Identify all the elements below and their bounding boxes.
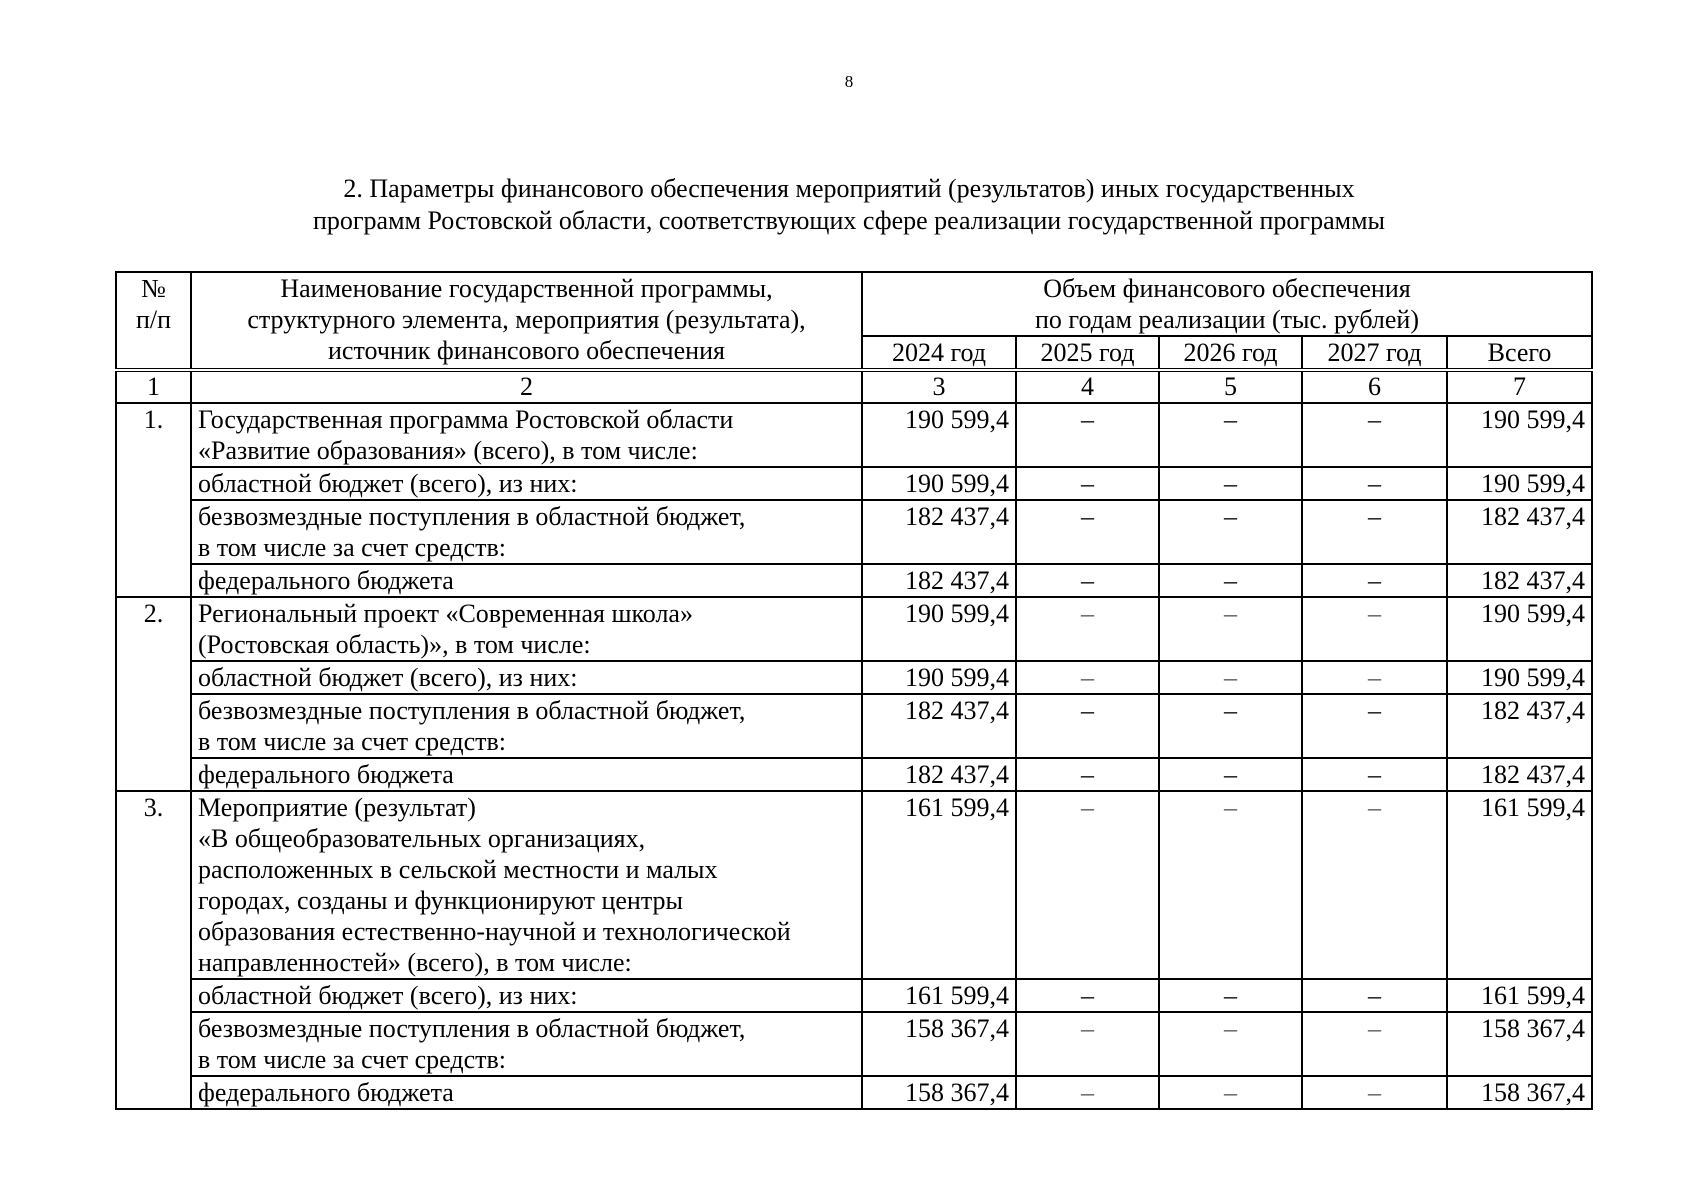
column-numbers-row bbox=[116, 370, 1592, 403]
value-2025: – bbox=[1016, 403, 1159, 467]
value-2024: 190 599,4 bbox=[862, 467, 1016, 500]
value-total: 190 599,4 bbox=[1447, 597, 1592, 661]
row-name-line: безвозмездные поступления в областной бюджет, bbox=[198, 502, 746, 531]
column-number: 1 bbox=[116, 370, 191, 403]
value-2024: 182 437,4 bbox=[862, 694, 1016, 758]
value-2024: 190 599,4 bbox=[862, 403, 1016, 467]
table-row bbox=[116, 597, 1592, 661]
value-2026: – bbox=[1159, 564, 1302, 597]
table-row bbox=[116, 1076, 1592, 1109]
value-total: 190 599,4 bbox=[1447, 661, 1592, 694]
value-2025: – bbox=[1016, 758, 1159, 791]
value-2027: – bbox=[1302, 1012, 1447, 1076]
header-name: Наименование государственной программы, структурного элемента, мероприятия (результата), источник финансового обеспечения bbox=[191, 272, 862, 370]
row-name-line: городах, созданы и функционируют центры bbox=[198, 886, 683, 915]
value-total: 158 367,4 bbox=[1447, 1012, 1592, 1076]
row-name-line: Региональный проект «Современная школа» bbox=[198, 599, 693, 628]
value-2024: 161 599,4 bbox=[862, 979, 1016, 1012]
row-name-line: областной бюджет (всего), из них: bbox=[198, 981, 578, 1010]
row-name bbox=[191, 1076, 862, 1109]
header-volume: Объем финансового обеспечения по годам реализации (тыс. рублей) bbox=[862, 272, 1592, 336]
value-total: 161 599,4 bbox=[1447, 979, 1592, 1012]
row-name-line: в том числе за счет средств: bbox=[198, 533, 506, 562]
row-name-line: Мероприятие (результат) bbox=[198, 793, 476, 822]
row-name bbox=[191, 467, 862, 500]
header-year-2026: 2026 год bbox=[1159, 336, 1302, 370]
page-number: 8 bbox=[844, 72, 854, 91]
value-2025: – bbox=[1016, 1012, 1159, 1076]
value-2027: – bbox=[1302, 758, 1447, 791]
table-row bbox=[116, 979, 1592, 1012]
value-2027: – bbox=[1302, 661, 1447, 694]
value-2024: 182 437,4 bbox=[862, 758, 1016, 791]
row-name bbox=[191, 979, 862, 1012]
value-2026: – bbox=[1159, 791, 1302, 979]
row-name-line: безвозмездные поступления в областной бюджет, bbox=[198, 696, 746, 725]
row-name bbox=[191, 694, 862, 758]
table-row bbox=[116, 694, 1592, 758]
table-row bbox=[116, 1012, 1592, 1076]
value-2027: – bbox=[1302, 467, 1447, 500]
table-row bbox=[116, 564, 1592, 597]
value-2027: – bbox=[1302, 1076, 1447, 1109]
row-name-line: Государственная программа Ростовской области bbox=[198, 405, 734, 434]
row-number: 2. bbox=[116, 597, 191, 791]
value-2026: – bbox=[1159, 597, 1302, 661]
table-row bbox=[116, 758, 1592, 791]
row-name bbox=[191, 791, 862, 979]
value-total: 190 599,4 bbox=[1447, 403, 1592, 467]
value-2027: – bbox=[1302, 791, 1447, 979]
value-2025: – bbox=[1016, 467, 1159, 500]
table-row bbox=[116, 661, 1592, 694]
value-2025: – bbox=[1016, 1076, 1159, 1109]
row-name-line: образования естественно-научной и технологической bbox=[198, 917, 791, 946]
row-number: 3. bbox=[116, 791, 191, 1109]
row-name-line: безвозмездные поступления в областной бюджет, bbox=[198, 1014, 746, 1043]
value-total: 158 367,4 bbox=[1447, 1076, 1592, 1109]
value-2026: – bbox=[1159, 979, 1302, 1012]
row-name-line: федерального бюджета bbox=[198, 566, 454, 595]
header-year-2027: 2027 год bbox=[1302, 336, 1447, 370]
header-no: № п/п bbox=[116, 272, 191, 370]
value-total: 182 437,4 bbox=[1447, 564, 1592, 597]
row-name-line: расположенных в сельской местности и малых bbox=[198, 855, 718, 884]
value-2025: – bbox=[1016, 694, 1159, 758]
row-name bbox=[191, 1012, 862, 1076]
row-name-line: «Развитие образования» (всего), в том числе: bbox=[198, 436, 698, 465]
row-name bbox=[191, 758, 862, 791]
column-number: 3 bbox=[862, 370, 1016, 403]
value-2025: – bbox=[1016, 597, 1159, 661]
section-title-line-1: 2. Параметры финансового обеспечения мероприятий (результатов) иных государственных bbox=[343, 174, 1355, 203]
row-name-line: в том числе за счет средств: bbox=[198, 727, 506, 756]
value-2024: 161 599,4 bbox=[862, 791, 1016, 979]
value-2025: – bbox=[1016, 564, 1159, 597]
value-2026: – bbox=[1159, 758, 1302, 791]
table-row bbox=[116, 403, 1592, 467]
row-name-line: областной бюджет (всего), из них: bbox=[198, 663, 578, 692]
value-2024: 158 367,4 bbox=[862, 1012, 1016, 1076]
value-total: 190 599,4 bbox=[1447, 467, 1592, 500]
value-2027: – bbox=[1302, 597, 1447, 661]
value-2026: – bbox=[1159, 403, 1302, 467]
value-2025: – bbox=[1016, 791, 1159, 979]
row-name-line: федерального бюджета bbox=[198, 1078, 454, 1107]
row-name-line: направленностей» (всего), в том числе: bbox=[198, 948, 632, 977]
value-total: 182 437,4 bbox=[1447, 500, 1592, 564]
row-name bbox=[191, 403, 862, 467]
value-2025: – bbox=[1016, 979, 1159, 1012]
value-2026: – bbox=[1159, 694, 1302, 758]
column-number: 4 bbox=[1016, 370, 1159, 403]
value-total: 161 599,4 bbox=[1447, 791, 1592, 979]
table-row bbox=[116, 500, 1592, 564]
value-2025: – bbox=[1016, 500, 1159, 564]
header-year-2024: 2024 год bbox=[862, 336, 1016, 370]
row-name bbox=[191, 597, 862, 661]
row-name bbox=[191, 564, 862, 597]
row-name-line: «В общеобразовательных организациях, bbox=[198, 824, 646, 853]
row-name bbox=[191, 500, 862, 564]
row-name bbox=[191, 661, 862, 694]
value-2024: 182 437,4 bbox=[862, 500, 1016, 564]
header-row bbox=[116, 272, 1592, 336]
column-number: 5 bbox=[1159, 370, 1302, 403]
row-name-line: федерального бюджета bbox=[198, 760, 454, 789]
value-2027: – bbox=[1302, 403, 1447, 467]
value-2026: – bbox=[1159, 500, 1302, 564]
table-row bbox=[116, 791, 1592, 979]
header-total: Всего bbox=[1447, 336, 1592, 370]
section-title-line-2: программ Ростовской области, соответствующих сфере реализации государственной программы bbox=[312, 206, 1386, 235]
value-total: 182 437,4 bbox=[1447, 694, 1592, 758]
column-number: 7 bbox=[1447, 370, 1592, 403]
value-2026: – bbox=[1159, 467, 1302, 500]
row-number: 1. bbox=[116, 403, 191, 597]
value-2024: 190 599,4 bbox=[862, 597, 1016, 661]
value-2024: 158 367,4 bbox=[862, 1076, 1016, 1109]
value-2027: – bbox=[1302, 564, 1447, 597]
value-2027: – bbox=[1302, 979, 1447, 1012]
value-2026: – bbox=[1159, 1076, 1302, 1109]
value-2027: – bbox=[1302, 694, 1447, 758]
section-title bbox=[0, 173, 1698, 237]
value-2024: 182 437,4 bbox=[862, 564, 1016, 597]
value-2026: – bbox=[1159, 1012, 1302, 1076]
financing-table bbox=[115, 271, 1593, 1110]
row-name-line: областной бюджет (всего), из них: bbox=[198, 469, 578, 498]
row-name-line: (Ростовская область)», в том числе: bbox=[198, 630, 591, 659]
value-2024: 190 599,4 bbox=[862, 661, 1016, 694]
row-name-line: в том числе за счет средств: bbox=[198, 1045, 506, 1074]
table-row bbox=[116, 467, 1592, 500]
value-total: 182 437,4 bbox=[1447, 758, 1592, 791]
column-number: 6 bbox=[1302, 370, 1447, 403]
header-year-2025: 2025 год bbox=[1016, 336, 1159, 370]
column-number: 2 bbox=[191, 370, 862, 403]
value-2027: – bbox=[1302, 500, 1447, 564]
value-2025: – bbox=[1016, 661, 1159, 694]
value-2026: – bbox=[1159, 661, 1302, 694]
